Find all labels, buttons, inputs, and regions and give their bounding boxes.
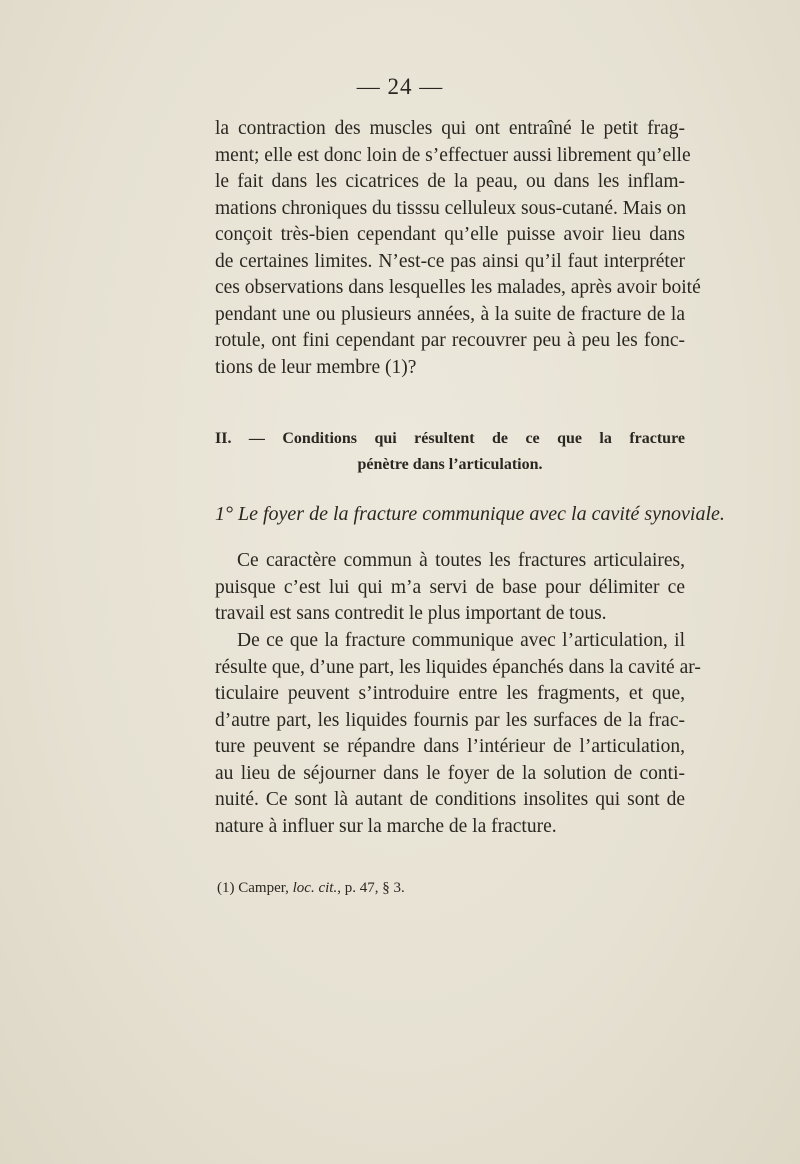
text-line: puisque c’est lui qui m’a servi de base pour délimiter ce <box>215 576 685 598</box>
text-line: conçoit très-bien cependant qu’elle puisse avoir lieu dans <box>215 224 685 245</box>
paragraph-3 <box>215 628 701 840</box>
text-line: travail est sans contredit le plus important de tous. <box>215 603 607 624</box>
text-line: nuité. Ce sont là autant de conditions insolites qui sont de <box>215 789 685 810</box>
footnote-marker: (1) Camper, <box>217 880 289 896</box>
text-line: ticulaire peuvent s’introduire entre les fragments, et que, <box>215 683 685 704</box>
subsection-heading: 1° Le foyer de la fracture communique avec la cavité synoviale. <box>215 503 725 525</box>
text-line: nature à influer sur la marche de la fracture. <box>215 815 557 837</box>
text-line: Ce caractère commun à toutes les fractures articulaires, <box>237 550 685 571</box>
text-line: de certaines limites. N’est-ce pas ainsi qu’il faut interpréter <box>215 250 685 272</box>
section-heading-line-1: II. — Conditions qui résultent de ce que la fracture <box>215 430 685 447</box>
paragraph-1 <box>215 116 701 381</box>
text-line: résulte que, d’une part, les liquides épanchés dans la cavité ar- <box>215 656 701 678</box>
section-heading-line-2: pénètre dans l’articulation. <box>357 456 543 473</box>
section-heading <box>215 426 685 478</box>
text-line: ture peuvent se répandre dans l’intérieur de l’articulation, <box>215 736 685 757</box>
text-line: rotule, ont fini cependant par recouvrer peu à peu les fonc- <box>215 330 685 351</box>
footnote <box>217 878 405 898</box>
paragraph-2 <box>215 548 685 628</box>
text-line: au lieu de séjourner dans le foyer de la solution de conti- <box>215 762 685 784</box>
footnote-citation: loc. cit. <box>292 880 338 896</box>
text-line: De ce que la fracture communique avec l’articulation, il <box>237 630 685 651</box>
footnote-reference: , p. 47, § 3. <box>337 880 405 896</box>
text-line: la contraction des muscles qui ont entraîné le petit frag- <box>215 118 685 139</box>
text-line: ment; elle est donc loin de s’effectuer aussi librement qu’elle <box>215 144 691 166</box>
text-line: pendant une ou plusieurs années, à la suite de fracture de la <box>215 303 685 325</box>
text-line: mations chroniques du tisssu celluleux sous-cutané. Mais on <box>215 197 687 219</box>
text-line: d’autre part, les liquides fournis par les surfaces de la frac- <box>215 709 685 731</box>
text-line: le fait dans les cicatrices de la peau, ou dans les inflam- <box>215 171 685 192</box>
text-line: tions de leur membre (1)? <box>215 356 417 378</box>
text-line: ces observations dans lesquelles les malades, après avoir boité <box>215 277 701 298</box>
page-number: — 24 — <box>356 74 444 99</box>
